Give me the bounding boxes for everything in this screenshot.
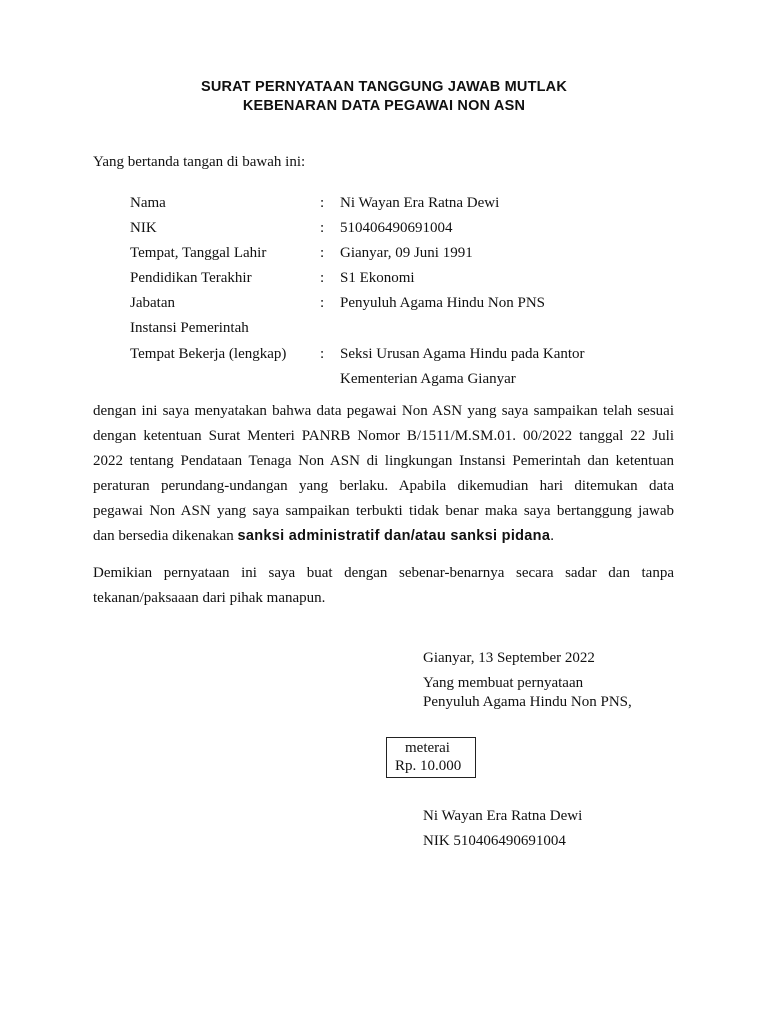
field-label: Pendidikan Terakhir (130, 270, 252, 286)
field-value: Gianyar, 09 Juni 1991 (340, 245, 473, 261)
field-row-tempat-bekerja-cont (0, 371, 768, 391)
field-label: NIK (130, 220, 157, 236)
statement-end: . (550, 528, 554, 544)
field-row-tempat-bekerja (0, 346, 768, 366)
statement-line: peraturan perundang-undangan yang berlaku. Apabila dikemudian hari ditemukan data (93, 478, 674, 494)
field-value: 510406490691004 (340, 220, 453, 236)
field-label: Jabatan (130, 295, 175, 311)
field-value: S1 Ekonomi (340, 270, 415, 286)
field-value: Seksi Urusan Agama Hindu pada Kantor (340, 346, 585, 362)
field-colon: : (320, 270, 325, 286)
field-label: Tempat, Tanggal Lahir (130, 245, 267, 261)
field-row-nama (0, 195, 768, 215)
field-colon: : (320, 245, 325, 261)
statement-line: dengan ketentuan Surat Menteri PANRB Nomor B/1511/M.SM.01. 00/2022 tanggal 22 Juli (93, 428, 674, 444)
maker-label: Yang membuat pernyataan (423, 675, 584, 691)
field-label: Instansi Pemerintah (130, 320, 249, 336)
statement-line: dengan ini saya menyatakan bahwa data pegawai Non ASN yang saya sampaikan telah sesuai (93, 403, 674, 419)
field-label: Nama (130, 195, 166, 211)
field-colon: : (320, 346, 325, 362)
field-row-instansi (0, 320, 768, 340)
statement-line: 2022 tentang Pendataan Tenaga Non ASN di lingkungan Instansi Pemerintah dan ketentuan (93, 453, 674, 469)
field-row-jabatan (0, 295, 768, 315)
place-date: Gianyar, 13 September 2022 (423, 650, 595, 666)
sanction-emphasis: sanksi administratif dan/atau sanksi pidana (237, 528, 551, 544)
statement-paragraph (93, 399, 674, 549)
meterai-value: Rp. 10.000 (395, 758, 462, 774)
statement-text: dan bersedia dikenakan (93, 528, 238, 544)
field-colon: : (320, 195, 325, 211)
statement-line (93, 524, 674, 549)
intro-text: Yang bertanda tangan di bawah ini: (93, 154, 306, 170)
field-row-nik (0, 220, 768, 240)
signer-name: Ni Wayan Era Ratna Dewi (423, 808, 583, 824)
field-colon: : (320, 220, 325, 236)
field-colon: : (320, 295, 325, 311)
statement-line: pegawai Non ASN yang saya sampaikan terbukti tidak benar maka saya bertanggung jawab (93, 503, 674, 519)
field-value: Penyuluh Agama Hindu Non PNS (340, 295, 546, 311)
document-title-line-1: SURAT PERNYATAAN TANGGUNG JAWAB MUTLAK (200, 79, 568, 95)
field-row-ttl (0, 245, 768, 265)
closing-paragraph (93, 561, 674, 611)
field-label: Tempat Bekerja (lengkap) (130, 346, 287, 362)
field-value: Kementerian Agama Gianyar (340, 371, 516, 387)
meterai-label: meterai (405, 740, 450, 756)
field-value: Ni Wayan Era Ratna Dewi (340, 195, 500, 211)
field-row-pendidikan (0, 270, 768, 290)
signer-nik: NIK 510406490691004 (423, 833, 566, 849)
maker-position: Penyuluh Agama Hindu Non PNS, (423, 694, 632, 710)
document-title-line-2: KEBENARAN DATA PEGAWAI NON ASN (242, 98, 526, 114)
closing-line: Demikian pernyataan ini saya buat dengan sebenar-benarnya secara sadar dan tanpa (93, 565, 674, 581)
closing-line: tekanan/paksaaan dari pihak manapun. (93, 590, 326, 606)
meterai-stamp-box (386, 737, 476, 778)
